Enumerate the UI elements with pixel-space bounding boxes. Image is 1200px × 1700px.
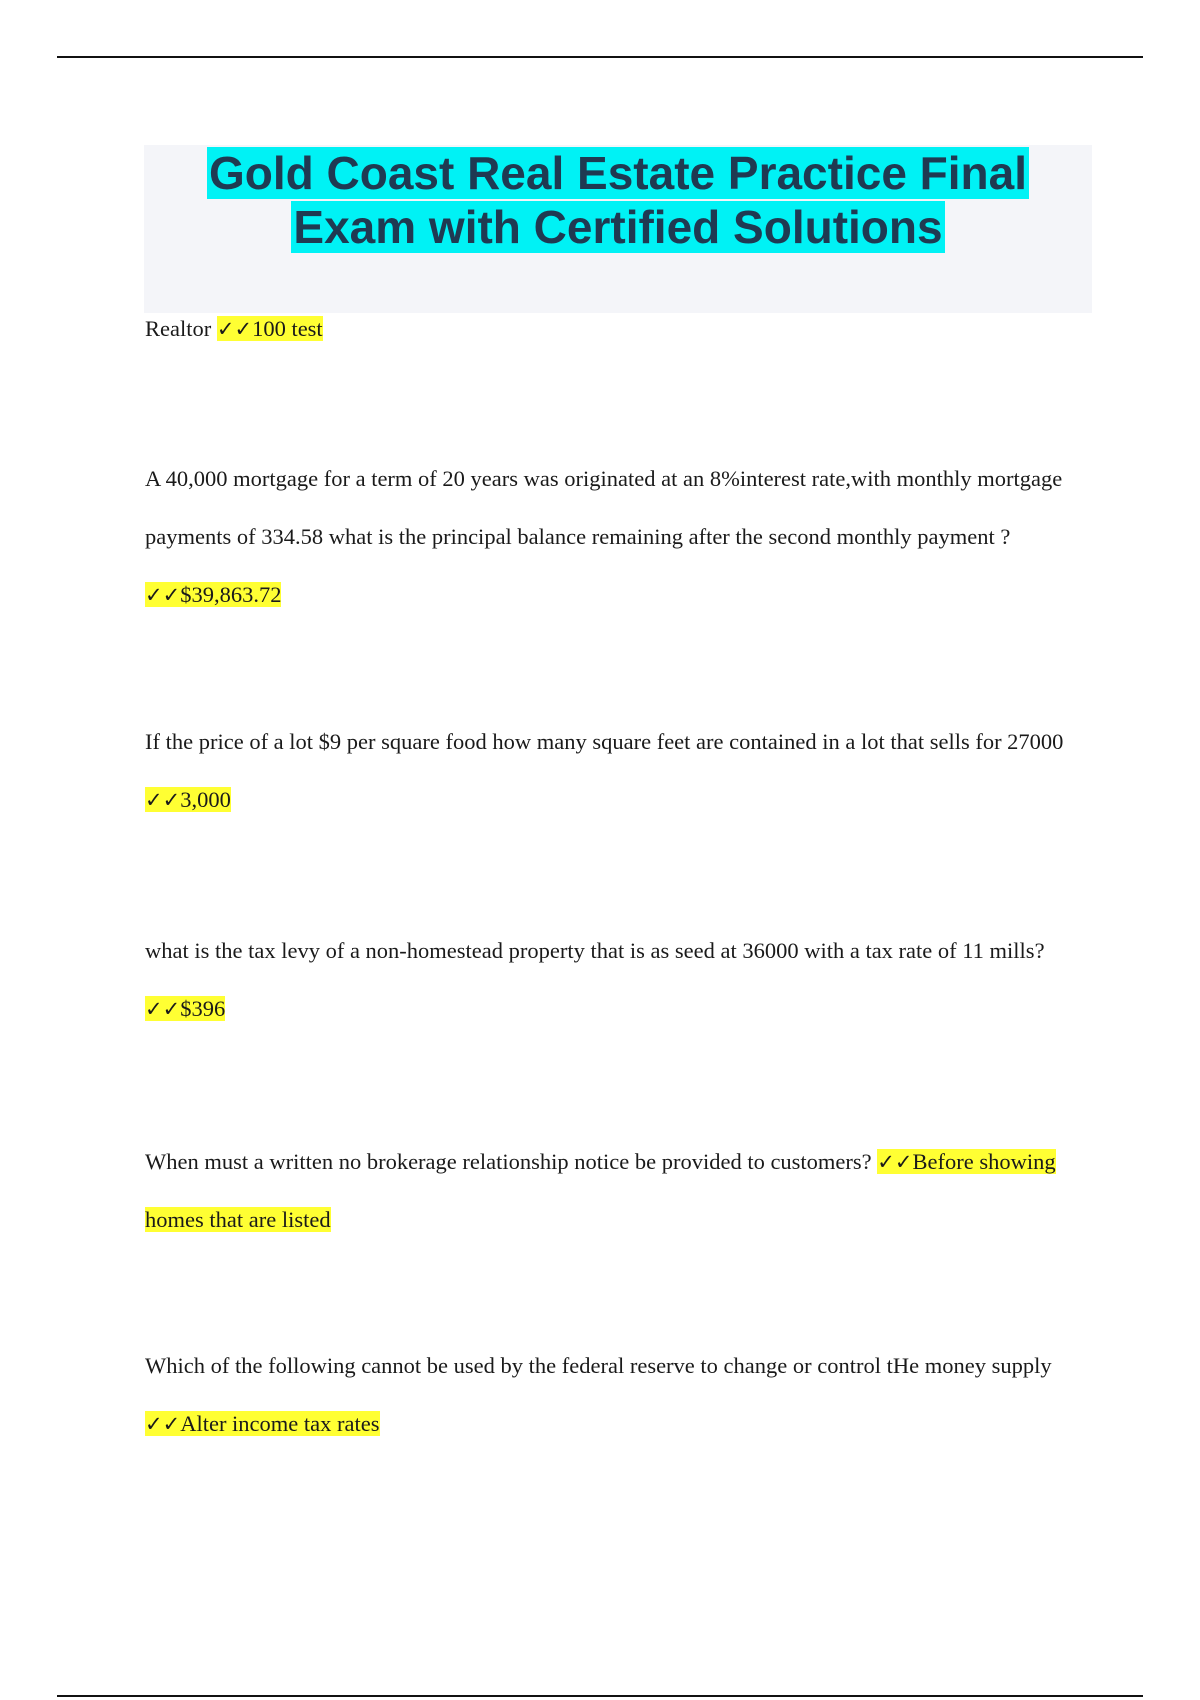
qa-item-2 [145,450,1090,624]
answer-text: Alter income tax rates [180,1411,380,1436]
document-title [144,146,1092,254]
answer-highlight [145,787,231,812]
answer-highlight [145,1411,380,1436]
check-mark-icon: ✓✓ [145,583,181,607]
answer-text: 3,000 [180,787,231,812]
question-text: what is the tax levy of a non-homestead property that is as seed at 36000 with a tax rate of 11 mills? [145,938,1045,963]
question-text: Realtor [145,316,217,341]
answer-text: $39,863.72 [180,582,282,607]
answer-text: $396 [180,996,226,1021]
question-text: Which of the following cannot be used by the federal reserve to change or control tHe money supply [145,1353,1052,1378]
title-line-2: Exam with Certified Solutions [293,201,943,253]
question-text: If the price of a lot $9 per square food how many square feet are contained in a lot that sells for 27000 [145,729,1064,754]
qa-item-4 [145,922,1090,1038]
bottom-rule [57,1695,1143,1697]
answer-highlight [145,582,281,607]
question-text: When must a written no brokerage relationship notice be provided to customers? [145,1149,878,1174]
check-mark-icon: ✓✓ [145,1412,181,1436]
answer-highlight [217,316,323,341]
check-mark-icon: ✓✓ [145,997,181,1021]
check-mark-icon: ✓✓ [877,1150,913,1174]
question-text: A 40,000 mortgage for a term of 20 years was originated at an 8%interest rate,with monthly mortgage payments of 334.58 what is the principal balance remaining after the second monthly payment ? [145,466,1063,549]
check-mark-icon: ✓✓ [216,317,253,341]
answer-text: Before showing homes that are listed [145,1149,1056,1232]
answer-text: 100 test [252,316,323,341]
qa-item-1 [145,300,1090,358]
qa-item-3 [145,713,1090,829]
title-line-1: Gold Coast Real Estate Practice Final [208,147,1028,199]
qa-item-5 [145,1133,1090,1249]
answer-highlight [145,996,225,1021]
check-mark-icon: ✓✓ [145,788,181,812]
qa-item-6 [145,1337,1090,1453]
top-rule [57,56,1143,58]
